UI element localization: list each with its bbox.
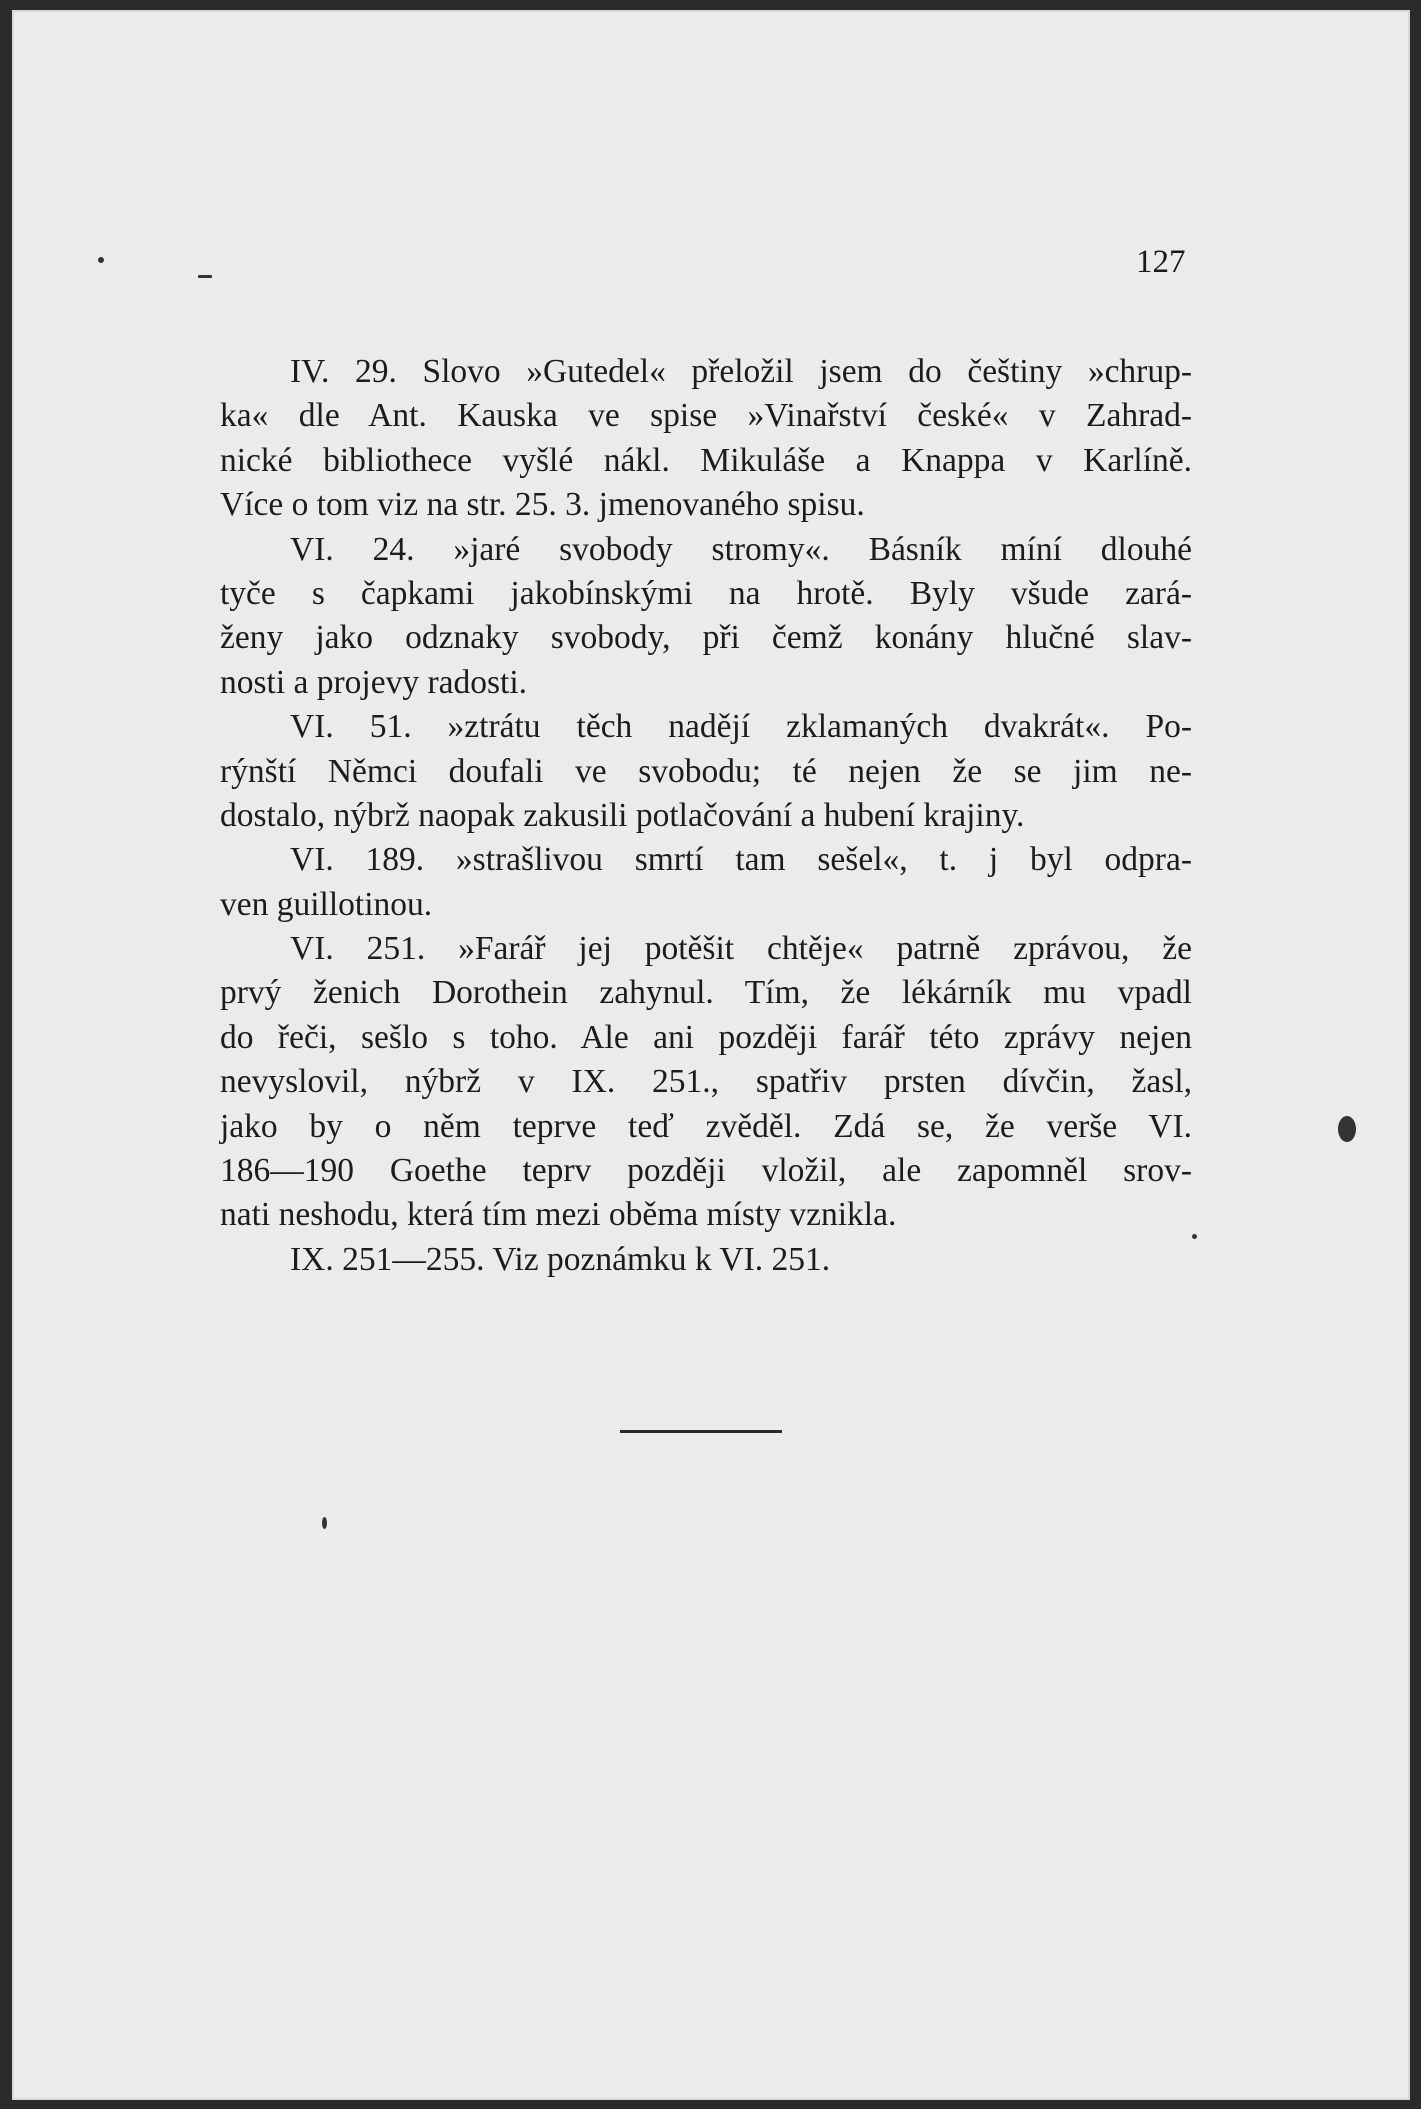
text-line: ka« dle Ant. Kauska ve spise »Vinařství české« v Zahrad- (220, 397, 1192, 435)
book-page (12, 10, 1410, 2100)
scan-speck (322, 1517, 327, 1529)
text-line: ven guillotinou. (220, 885, 433, 923)
text-line: dostalo, nýbrž naopak zakusili potlačování a hubení krajiny. (220, 796, 1025, 834)
text-line: VI. 251. »Farář jej potěšit chtěje« patrně zprávou, že (290, 930, 1192, 968)
text-line: jako by o něm teprve teď zvěděl. Zdá se, že verše VI. (220, 1107, 1192, 1145)
text-line: prvý ženich Dorothein zahynul. Tím, že lékárník mu vpadl (220, 974, 1192, 1012)
text-line: ženy jako odznaky svobody, při čemž konány hlučné slav- (220, 619, 1192, 657)
text-line: do řeči, sešlo s toho. Ale ani později farář této zprávy nejen (220, 1018, 1192, 1056)
text-line: tyče s čapkami jakobínskými na hrotě. Byly všude zará- (220, 574, 1192, 612)
text-line: VI. 189. »strašlivou smrtí tam sešel«, t. j byl odpra- (290, 841, 1192, 879)
text-line: nati neshodu, která tím mezi oběma místy vznikla. (220, 1196, 897, 1234)
text-line: IV. 29. Slovo »Gutedel« přeložil jsem do češtiny »chrup- (290, 353, 1192, 390)
text-line: nické bibliothece vyšlé nákl. Mikuláše a Knappa v Karlíně. (220, 441, 1192, 479)
note-paragraph (220, 705, 1192, 838)
text-line: nosti a projevy radosti. (220, 663, 528, 701)
text-line: nevyslovil, nýbrž v IX. 251., spatřiv prsten dívčin, žasl, (220, 1063, 1192, 1101)
note-paragraph (220, 350, 1192, 528)
note-paragraph (220, 838, 1192, 927)
text-line: VI. 24. »jaré svobody stromy«. Básník míní dlouhé (290, 530, 1192, 568)
scan-speck (1192, 1234, 1197, 1239)
note-paragraph (220, 528, 1192, 706)
note-paragraph (220, 1238, 1192, 1282)
scan-speck (1338, 1116, 1356, 1142)
scan-speck (198, 275, 212, 278)
scan-speck (98, 257, 104, 263)
notes-text (220, 350, 1192, 1282)
text-line: rýnští Němci doufali ve svobodu; té nejen že se jim ne- (220, 752, 1192, 790)
text-line: IX. 251—255. Viz poznámku k VI. 251. (290, 1240, 831, 1278)
note-paragraph (220, 927, 1192, 1238)
text-line: VI. 51. »ztrátu těch nadějí zklamaných dvakrát«. Po- (290, 708, 1192, 746)
end-rule (620, 1430, 782, 1433)
text-line: 186—190 Goethe teprv později vložil, ale zapomněl srov- (220, 1152, 1192, 1190)
page-number: 127 (1136, 244, 1186, 280)
text-line: Více o tom viz na str. 25. 3. jmenovaného spisu. (220, 486, 865, 524)
